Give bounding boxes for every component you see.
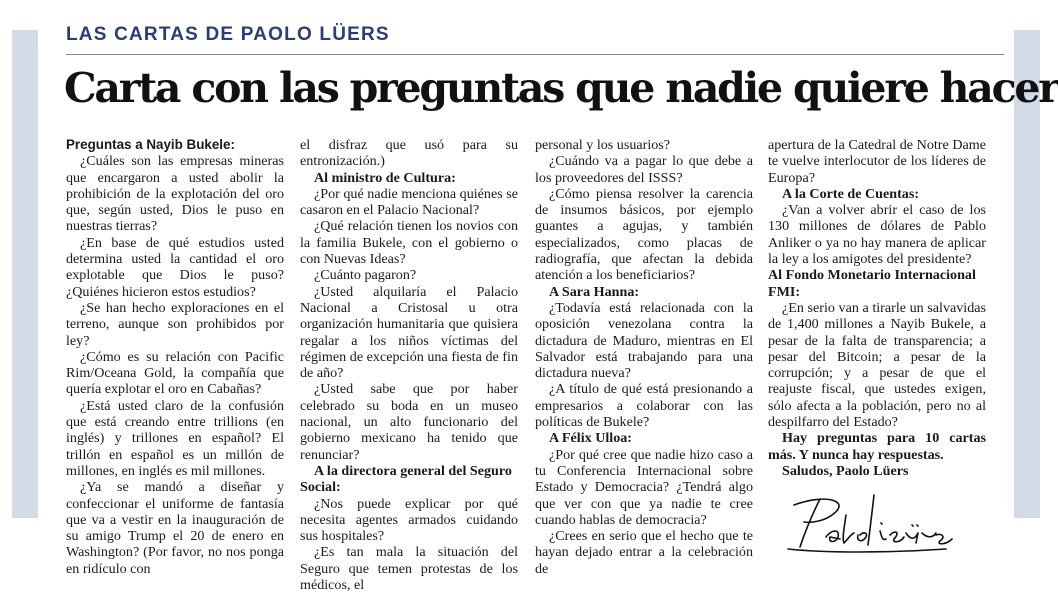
article-column-2 [300,137,518,593]
paragraph: ¿Qué relación tienen los novios con la familia Bukele, con el gobierno o con Nuevas Ideas? [300,218,518,268]
paragraph: ¿Cómo es su relación con Pacific Rim/Oceana Gold, la compañía que quería explotar el oro en Cabañas? [66,348,284,398]
handwritten-signature [786,489,956,559]
paragraph: ¿Cuánto pagaron? [314,267,417,284]
sign-off: Saludos, Paolo Lüers [782,462,909,479]
paragraph: ¿Cómo piensa resolver la carencia de insumos básicos, por ejemplo guantes a agujas, y también especializados, como placas de radiografía, que afectan la debida atención a los beneficiarios? [535,185,753,284]
paragraph: ¿Por qué cree que nadie hizo caso a tu Conferencia Internacional sobre Estado y Democracia? ¿Tendrá algo que ver con que ya nadie te cree cuando hablas de democracia? [535,446,753,528]
paragraph: ¿Nos puede explicar por qué necesita agentes armados cuidando sus hospitales? [300,495,518,545]
article-column-4 [768,137,986,523]
paragraph: ¿Usted sabe que por haber celebrado su boda en un museo nacional, un alto funcionario del gobierno mexicano ha tenido que renunciar? [300,381,518,463]
paragraph: ¿Todavía está relacionada con la oposición venezolana contra la dictadura de Maduro, mientras en El Salvador está trabajando para una dictadura nueva? [535,299,753,382]
section-label: LAS CARTAS DE PAOLO LÜERS [66,24,390,45]
column-heading: A la directora general del Seguro Social: [300,462,512,496]
column-heading: Al ministro de Cultura: [314,169,456,186]
column-heading: A la Corte de Cuentas: [782,185,920,202]
closing-line: Hay preguntas para 10 cartas más. Y nunca hay respuestas. [768,430,986,463]
column-heading: A Sara Hanna: [549,283,640,300]
paragraph: ¿Por qué nadie menciona quiénes se casaron en el Palacio Nacional? [300,185,518,219]
paragraph: ¿En base de qué estudios usted determina usted la cantidad el oro explotable que Dios le puso? ¿Quiénes hicieron estos estudios? [66,234,284,300]
paragraph: ¿A título de qué está presionando a empresarios a colaborar con las políticas de Bukele? [535,381,753,431]
column-heading: Preguntas a Nayib Bukele: [66,137,235,152]
article-column-3 [535,137,753,577]
paragraph: ¿Está usted claro de la confusión que está creando entre trillions (en inglés) y trillones en español? El trillón en español es un millón de millones, en inglés es mil millones. [66,397,284,479]
paragraph: personal y los usuarios? [535,137,671,153]
paragraph: ¿Ya se mandó a diseñar y confeccionar el uniforme de fantasía que va a vestir en la inauguración de su amigo Trump el 20 de enero en Washington? (Por favor, no nos ponga en ridículo con [66,479,284,577]
paragraph: apertura de la Catedral de Notre Dame te vuelve interlocutor de los líderes de Europa? [768,137,986,186]
paragraph: ¿Cuáles son las empresas mineras que encargaron a usted abolir la prohibición de la explotación del oro que, según usted, Dios le puso en nuestras tierras? [66,153,284,235]
paragraph: ¿Van a volver abrir el caso de los 130 millones de dólares de Pablo Anliker o ya no hay manera de aplicar la ley a los amigotes del presidente? [768,202,986,268]
paragraph: ¿Se han hecho exploraciones en el terreno, aunque son prohibidos por ley? [66,299,284,349]
column-heading: A Félix Ulloa: [549,430,632,447]
paragraph: el disfraz que usó para su entronización.) [300,137,518,170]
left-margin-bar [12,30,38,518]
paragraph: ¿Crees en serio que el hecho que te hayan dejado entrar a la celebración de [535,528,753,577]
paragraph: ¿Cuándo va a pagar lo que debe a los proveedores del ISSS? [535,153,753,186]
column-heading: Al Fondo Monetario Internacional FMI: [768,267,976,300]
paragraph: ¿Usted alquilaría el Palacio Nacional a Cristosal u otra organización humanitaria que quisiera regalar a los niños víctimas del régimen de excepción una fiesta de fin de año? [300,283,518,382]
paragraph: ¿Es tan mala la situación del Seguro que temen protestas de los médicos, el [300,544,518,593]
paragraph: ¿En serio van a tirarle un salvavidas de 1,400 millones a Nayib Bukele, a pesar de la falta de transparencia; a pesar del Bitcoin; a pesar de la corrupción; y a pesar de que el reajuste fiscal, que ustedes exigen, sólo afecta a la población, pero no al despilfarro del Estado? [768,299,986,431]
section-divider [66,54,1004,55]
article-column-1 [66,137,284,577]
headline: Carta con las preguntas que nadie quiere hacer [64,64,1058,112]
